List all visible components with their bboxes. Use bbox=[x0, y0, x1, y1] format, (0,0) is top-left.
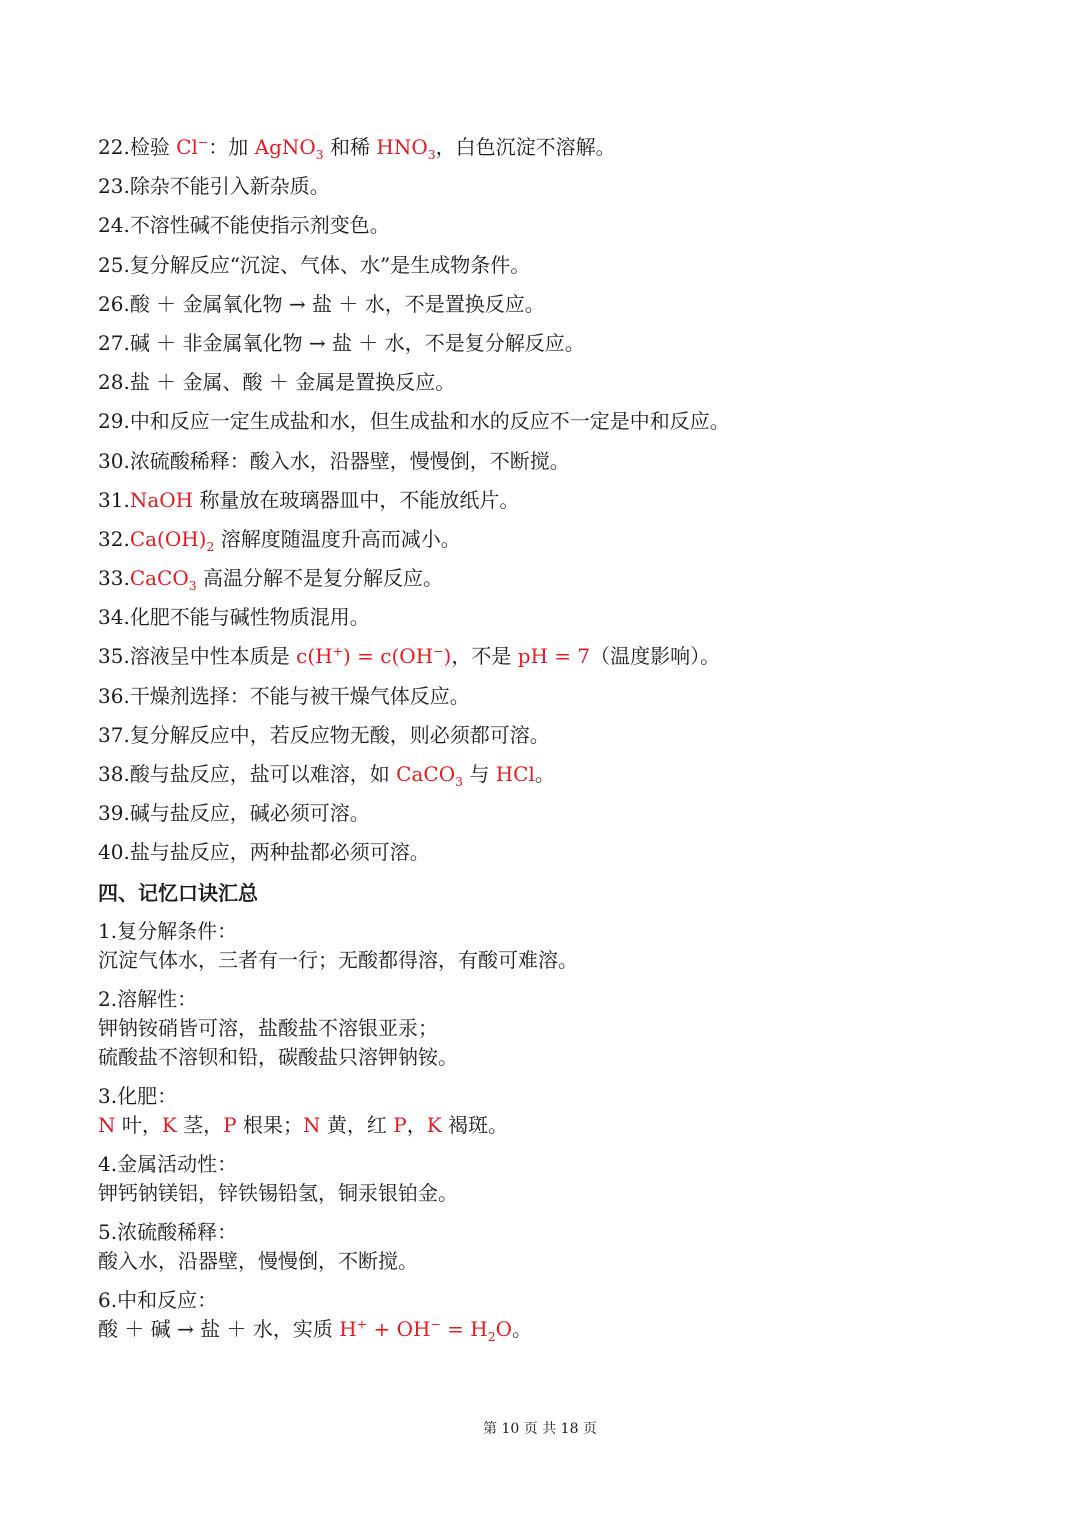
text-run-main: 钾钙钠镁铝，锌铁锡铅氢，铜汞银铂金。 bbox=[98, 1180, 458, 1205]
formula-text bbox=[223, 1113, 236, 1137]
text-run-main: 。 bbox=[512, 1316, 533, 1341]
text-run-main: 黄，红 bbox=[320, 1112, 394, 1137]
text-run-main: Cl bbox=[176, 135, 198, 159]
page-footer bbox=[0, 1418, 1080, 1438]
mnemonic-title: 2.溶解性： bbox=[98, 986, 198, 1011]
text-run bbox=[407, 1113, 427, 1137]
mnemonic-title: 4.金属活动性： bbox=[98, 1151, 238, 1176]
mnemonic-line bbox=[98, 1043, 998, 1072]
formula-text bbox=[396, 762, 463, 789]
mnemonic-title: 3.化肥： bbox=[98, 1083, 178, 1108]
formula-text bbox=[98, 1113, 116, 1137]
text-run-main: K bbox=[426, 1112, 442, 1137]
text-run-main: CaCO bbox=[129, 566, 189, 591]
mnemonic-title: 6.中和反应： bbox=[98, 1287, 218, 1312]
formula-text bbox=[496, 1317, 512, 1341]
footer-prefix: 第 bbox=[483, 1421, 498, 1437]
mnemonic-line bbox=[98, 1179, 998, 1208]
text-run-main: 叶， bbox=[115, 1112, 162, 1137]
list-item bbox=[98, 167, 998, 206]
text-run bbox=[130, 840, 430, 864]
mnemonic-list bbox=[98, 917, 998, 1344]
subscript: 2 bbox=[206, 538, 215, 554]
text-run bbox=[130, 762, 396, 786]
text-run-main: ) = c(OH bbox=[343, 644, 434, 669]
text-run-main: 除杂不能引入新杂质。 bbox=[129, 174, 330, 199]
item-number: 36. bbox=[98, 683, 130, 708]
text-run bbox=[130, 449, 570, 473]
footer-suffix: 页 bbox=[582, 1421, 597, 1437]
text-run-main: + OH bbox=[367, 1316, 431, 1341]
text-run bbox=[98, 1045, 458, 1069]
text-run-main: 。 bbox=[534, 762, 555, 786]
text-run bbox=[130, 253, 530, 277]
text-run-main: N bbox=[98, 1112, 116, 1137]
text-run bbox=[130, 409, 730, 433]
text-run-main: K bbox=[161, 1112, 177, 1137]
text-run bbox=[130, 605, 370, 629]
text-run-main: AgNO bbox=[254, 135, 316, 159]
text-run-main: P bbox=[223, 1112, 237, 1137]
mnemonic-block bbox=[98, 1150, 998, 1208]
item-number: 23. bbox=[98, 174, 130, 199]
text-run-main: 溶液呈中性本质是 bbox=[129, 644, 297, 669]
item-number: 34. bbox=[98, 605, 130, 630]
text-run bbox=[116, 1113, 162, 1137]
text-run-main: 沉淀气体水，三者有一行；无酸都得溶，有酸可难溶。 bbox=[98, 947, 578, 972]
text-run-main: 高温分解不是复分解反应。 bbox=[196, 566, 443, 591]
item-number: 26. bbox=[98, 291, 130, 316]
item-number: 27. bbox=[98, 330, 130, 355]
footer-middle: 页 共 bbox=[523, 1421, 557, 1437]
formula-text bbox=[343, 644, 444, 668]
text-run bbox=[130, 370, 455, 394]
text-run-main: ， bbox=[406, 1112, 427, 1137]
formula-text bbox=[162, 1113, 177, 1137]
list-item bbox=[98, 481, 998, 520]
item-number: 22. bbox=[98, 135, 130, 159]
text-run bbox=[98, 948, 578, 972]
subscript: 3 bbox=[188, 578, 197, 594]
formula-text bbox=[518, 644, 590, 668]
text-run bbox=[324, 135, 377, 159]
text-run-main: ) bbox=[443, 644, 452, 669]
item-number: 38. bbox=[98, 762, 130, 786]
text-run-main: 碱与盐反应，碱必须可溶。 bbox=[129, 801, 370, 826]
formula-text bbox=[339, 1317, 367, 1341]
item-number: 39. bbox=[98, 801, 130, 826]
list-item bbox=[98, 402, 998, 441]
mnemonic-line bbox=[98, 1111, 998, 1140]
subscript: 3 bbox=[455, 774, 463, 789]
text-run-main: CaCO bbox=[396, 762, 456, 786]
list-item bbox=[98, 442, 998, 481]
list-item bbox=[98, 794, 998, 833]
text-run bbox=[197, 566, 443, 590]
mnemonic-line bbox=[98, 1247, 998, 1276]
text-run-main: ，白色沉淀不溶解。 bbox=[435, 135, 616, 159]
text-run-main: 盐与盐反应，两种盐都必须可溶。 bbox=[129, 840, 430, 865]
item-number: 31. bbox=[98, 487, 130, 512]
item-number: 29. bbox=[98, 409, 130, 434]
mnemonic-title: 5.浓硫酸稀释： bbox=[98, 1219, 238, 1244]
footer-total-pages: 18 bbox=[560, 1421, 579, 1437]
text-run bbox=[130, 174, 330, 198]
text-run-main: 钾钠铵硝皆可溶，盐酸盐不溶银亚汞； bbox=[98, 1015, 438, 1040]
item-number: 25. bbox=[98, 252, 130, 277]
list-item bbox=[98, 677, 998, 716]
superscript: − bbox=[197, 134, 209, 150]
text-run bbox=[98, 1181, 458, 1205]
mnemonic-title: 1.复分解条件： bbox=[98, 918, 238, 943]
text-run-main: 复分解反应中，若反应物无酸，则必须都可溶。 bbox=[129, 722, 550, 747]
text-run-main: HNO bbox=[376, 135, 428, 159]
formula-text bbox=[367, 1317, 441, 1341]
mnemonic-block bbox=[98, 985, 998, 1072]
text-run-main: 干燥剂选择：不能与被干燥气体反应。 bbox=[129, 683, 470, 708]
text-run-main: ，不是 bbox=[451, 644, 518, 669]
list-item bbox=[98, 637, 998, 676]
superscript: − bbox=[433, 643, 444, 659]
list-item bbox=[98, 128, 998, 167]
footer-page-number: 10 bbox=[501, 1421, 520, 1437]
formula-text bbox=[176, 135, 208, 159]
text-run-main: P bbox=[393, 1112, 407, 1137]
text-run-main: 盐 ＋ 金属、酸 ＋ 金属是置换反应。 bbox=[129, 370, 456, 395]
formula-text bbox=[254, 135, 324, 162]
text-run-main: N bbox=[303, 1112, 321, 1137]
text-run-main: 根果； bbox=[236, 1112, 303, 1137]
text-run bbox=[442, 1113, 508, 1137]
formula-text bbox=[303, 1113, 321, 1137]
item-number: 24. bbox=[98, 213, 130, 238]
superscript: − bbox=[430, 1315, 441, 1331]
formula-text bbox=[296, 644, 343, 668]
text-run-main: 酸入水，沿器壁，慢慢倒，不断搅。 bbox=[98, 1248, 418, 1273]
text-run bbox=[98, 1317, 339, 1341]
numbered-list bbox=[98, 128, 998, 873]
list-item bbox=[98, 716, 998, 755]
text-run-main: 碱 ＋ 非金属氧化物 → 盐 ＋ 水，不是复分解反应。 bbox=[129, 330, 585, 355]
item-number: 35. bbox=[98, 644, 130, 669]
text-run bbox=[130, 801, 370, 825]
text-run bbox=[321, 1113, 394, 1137]
mnemonic-line bbox=[98, 1014, 998, 1043]
formula-text bbox=[130, 488, 193, 512]
text-run-main: 硫酸盐不溶钡和铅，碳酸盐只溶钾钠铵。 bbox=[98, 1044, 458, 1069]
mnemonic-block bbox=[98, 1218, 998, 1276]
text-run bbox=[177, 1113, 223, 1137]
formula-text bbox=[376, 135, 436, 162]
text-run-main: 酸与盐反应，盐可以难溶，如 bbox=[129, 762, 397, 786]
formula-text bbox=[496, 762, 535, 786]
text-run-main: 酸 ＋ 金属氧化物 → 盐 ＋ 水，不是置换反应。 bbox=[129, 291, 545, 316]
text-run bbox=[208, 135, 254, 159]
text-run-main: 和稀 bbox=[323, 135, 377, 159]
superscript: + bbox=[332, 643, 344, 659]
text-run-main: 不溶性碱不能使指示剂变色。 bbox=[129, 213, 390, 238]
item-number: 40. bbox=[98, 840, 130, 865]
list-item bbox=[98, 324, 998, 363]
item-number: 28. bbox=[98, 370, 130, 395]
list-item bbox=[98, 755, 998, 794]
list-item bbox=[98, 598, 998, 637]
text-run-main: 中和反应一定生成盐和水，但生成盐和水的反应不一定是中和反应。 bbox=[129, 409, 730, 434]
text-run-main: NaOH bbox=[129, 487, 194, 512]
text-run-main: c(H bbox=[296, 644, 333, 669]
text-run bbox=[130, 331, 585, 355]
list-item bbox=[98, 206, 998, 245]
list-item bbox=[98, 246, 998, 285]
superscript: + bbox=[356, 1315, 368, 1331]
text-run-main: 检验 bbox=[129, 135, 177, 159]
text-run-main: pH = 7 bbox=[517, 644, 591, 669]
section-heading: 四、记忆口诀汇总 bbox=[98, 880, 258, 905]
mnemonic-line bbox=[98, 946, 998, 975]
text-run bbox=[130, 213, 390, 237]
text-run-main: ：加 bbox=[208, 135, 255, 159]
text-run bbox=[237, 1113, 303, 1137]
text-run-main: 化肥不能与碱性物质混用。 bbox=[129, 605, 370, 630]
text-run bbox=[463, 762, 496, 786]
formula-text bbox=[129, 526, 215, 554]
list-item bbox=[98, 520, 998, 559]
list-item bbox=[98, 285, 998, 324]
text-run-main: 称量放在玻璃器皿中，不能放纸片。 bbox=[193, 487, 520, 512]
item-number: 30. bbox=[98, 448, 130, 473]
text-run bbox=[451, 644, 517, 668]
mnemonic-line bbox=[98, 1315, 998, 1344]
text-run bbox=[512, 1317, 532, 1341]
mnemonic-block bbox=[98, 1082, 998, 1140]
item-number: 33. bbox=[98, 566, 130, 591]
text-run bbox=[130, 644, 296, 668]
document-page bbox=[98, 128, 998, 1344]
text-run bbox=[130, 684, 470, 708]
subscript: 3 bbox=[315, 147, 324, 162]
text-run-main: = H bbox=[440, 1316, 488, 1341]
text-run-main: 酸 ＋ 碱 → 盐 ＋ 水，实质 bbox=[98, 1316, 340, 1341]
list-item bbox=[98, 833, 998, 872]
text-run-main: 复分解反应“沉淀、气体、水”是生成物条件。 bbox=[129, 252, 531, 277]
text-run bbox=[130, 723, 550, 747]
text-run bbox=[436, 135, 616, 159]
text-run bbox=[193, 488, 519, 512]
subscript: 3 bbox=[427, 147, 436, 162]
mnemonic-block bbox=[98, 1286, 998, 1344]
text-run-main: O bbox=[495, 1316, 513, 1341]
text-run-main: H bbox=[339, 1316, 357, 1341]
text-run-main: 浓硫酸稀释：酸入水，沿器壁，慢慢倒，不断搅。 bbox=[129, 448, 570, 473]
item-number: 37. bbox=[98, 722, 130, 747]
text-run bbox=[130, 135, 176, 159]
text-run-main: 茎， bbox=[176, 1112, 224, 1137]
list-item bbox=[98, 559, 998, 598]
text-run bbox=[98, 1249, 418, 1273]
formula-text bbox=[393, 1113, 406, 1137]
formula-text bbox=[427, 1113, 442, 1137]
item-number: 32. bbox=[98, 526, 130, 551]
text-run bbox=[130, 292, 545, 316]
text-run bbox=[535, 762, 555, 786]
text-run bbox=[590, 644, 720, 668]
text-run bbox=[214, 527, 460, 551]
subscript: 2 bbox=[487, 1328, 496, 1344]
text-run bbox=[98, 1016, 438, 1040]
mnemonic-block bbox=[98, 917, 998, 975]
text-run-main: Ca(OH) bbox=[129, 526, 207, 551]
text-run-main: （温度影响）。 bbox=[590, 644, 721, 669]
text-run-main: HCl bbox=[495, 762, 535, 786]
text-run-main: 溶解度随温度升高而减小。 bbox=[214, 526, 461, 551]
formula-text bbox=[129, 566, 197, 594]
text-run-main: 褐斑。 bbox=[441, 1112, 508, 1137]
text-run-main: 与 bbox=[463, 762, 496, 786]
list-item bbox=[98, 363, 998, 402]
formula-text bbox=[440, 1316, 496, 1344]
